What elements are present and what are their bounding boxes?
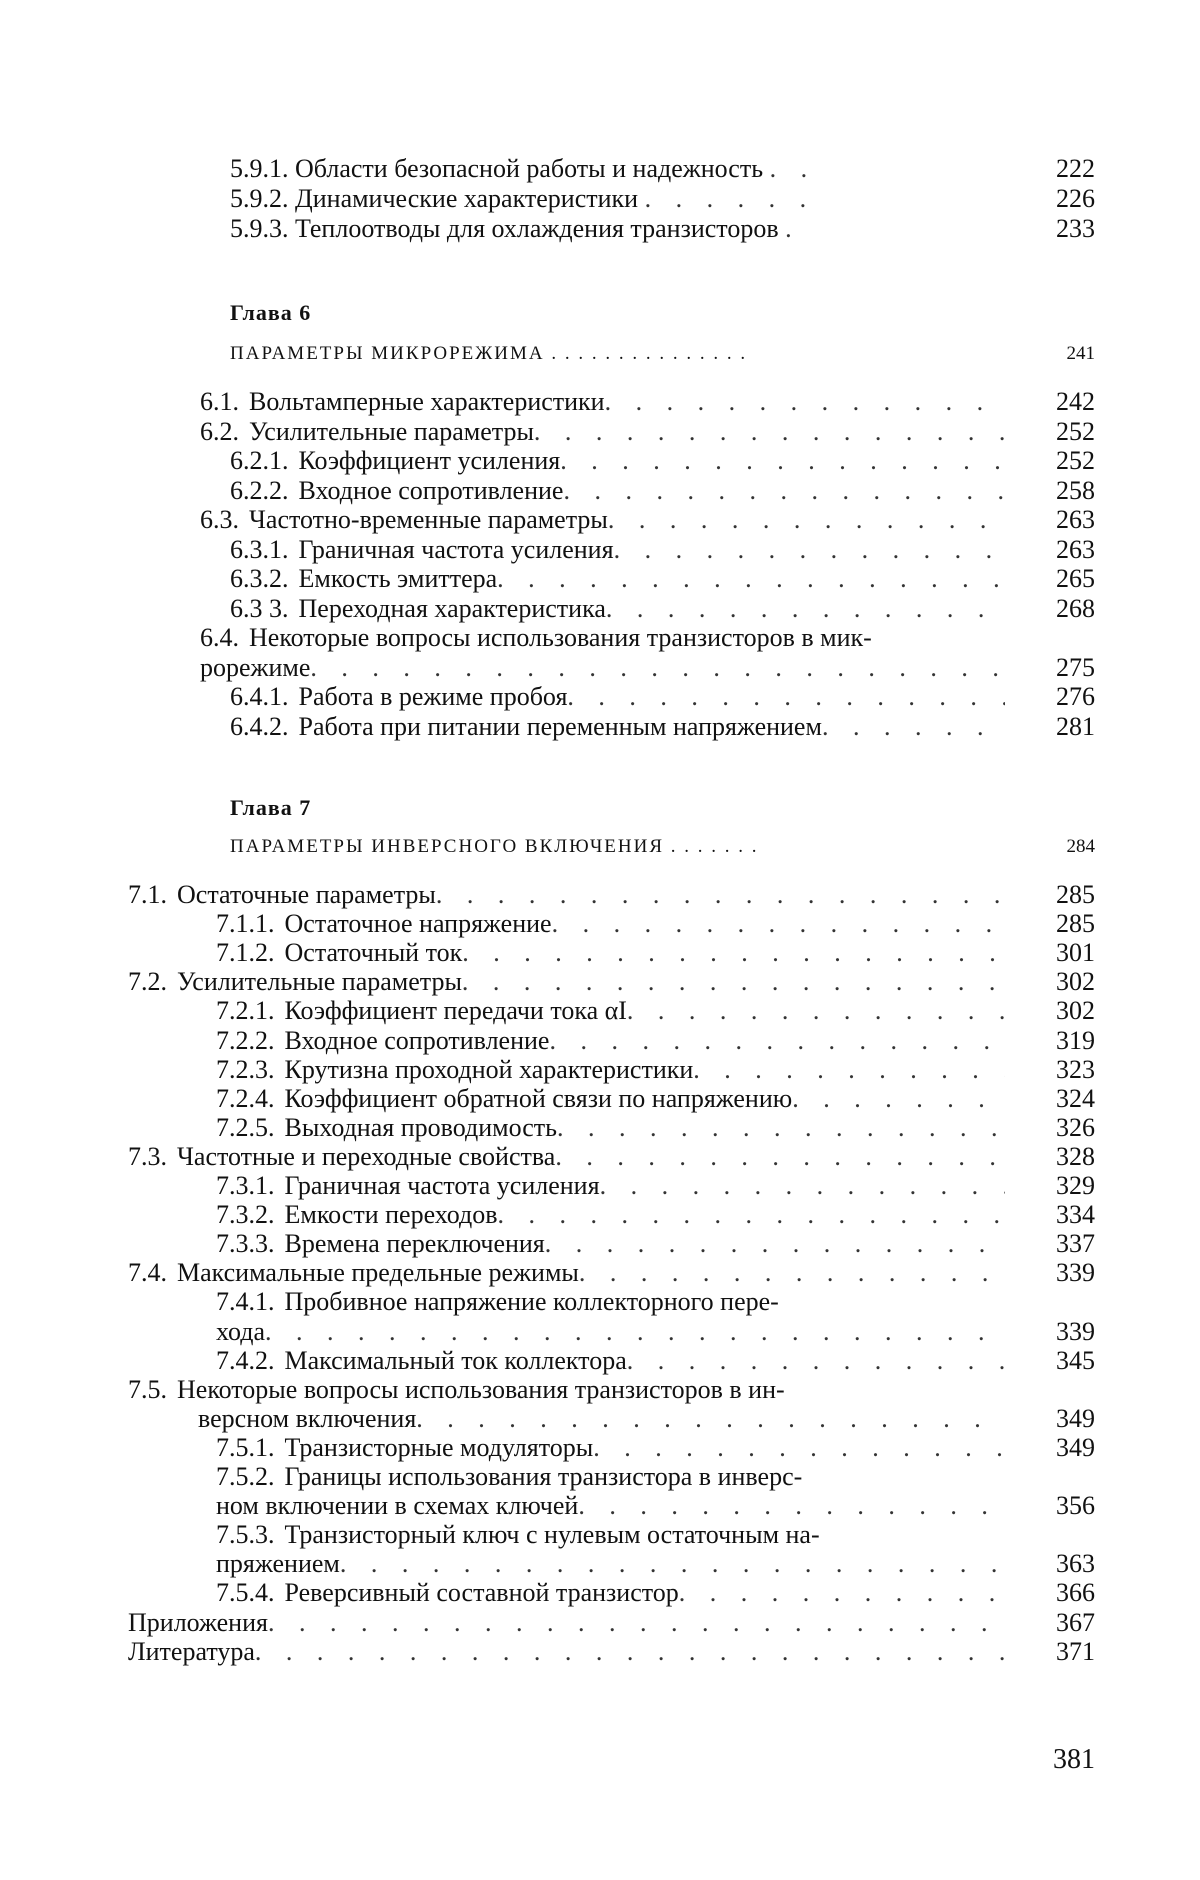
toc-entry [216,1229,1005,1259]
entry-title: Частотные и переходные свойства [177,1142,555,1171]
entry-page: 302 [1010,996,1095,1026]
entry-page: 263 [1010,505,1095,535]
leader-dots: . . . . . . . . . . . . . [608,505,1005,535]
leader-dots: . . . . . . . . . . . . . . [579,1258,1005,1288]
entry-title: Коэффициент передачи тока αI [285,996,627,1025]
leader-dots: . . . . . . . . . . . . . . [560,446,1005,476]
toc-entry [200,653,1005,683]
entry-title: Реверсивный составной транзистор [285,1578,679,1607]
leader-dots: . . . . . . . . . . . . . . . . [498,1200,1005,1230]
entry-page: 345 [1010,1346,1095,1376]
entry-page: 367 [1010,1608,1095,1638]
leader-dots: . . . . . . . . . . . . . . . . [497,564,1005,594]
chapter-page: 284 [1010,833,1095,861]
entry-page: 226 [1010,184,1095,214]
entry-number: 6.3.1. [230,535,289,565]
leader-dots: . [785,214,801,244]
toc-entry [230,214,1005,244]
toc-entry [216,1520,1005,1550]
toc-entry [216,938,1005,968]
leader-dots: . . . . . . . . . . . . . . . . . . [462,938,1005,968]
entry-page: 324 [1010,1084,1095,1114]
entry-page: 252 [1010,417,1095,447]
entry-number: 7.5.2. [216,1462,275,1492]
leader-dots: . . . . . . . . . . . . . . . [545,343,748,364]
leader-dots: . . . . . . . . . . . . . . . . . . . . . . [310,653,1005,683]
toc-entry [230,564,1005,594]
entry-title: Крутизна проходной характеристики [285,1055,694,1084]
entry-page: 302 [1010,967,1095,997]
leader-dots: . . . . . . . . . . . . . [600,1171,1005,1201]
entry-number: 5.9.1. [230,154,289,184]
leader-dots: . . . . . . . . . . . . . . . [534,417,1005,447]
entry-number: 7.2.1. [216,996,275,1026]
entry-number: 6.4. [200,623,239,653]
entry-title: Некоторые вопросы использования транзисторов в мик- [249,623,872,652]
entry-title: Усилительные параметры [177,967,462,996]
entry-page: 363 [1010,1549,1095,1579]
entry-number: 7.1.1. [216,909,275,939]
toc-entry [200,387,1005,417]
entry-title: Теплоотводы для охлаждения транзисторов [295,214,779,243]
toc-entry [216,909,1005,939]
toc-entry [128,1637,1005,1667]
leader-dots: . . . . . . . . . . . . . [593,1433,1005,1463]
leader-dots: . . . . . . . [664,836,759,857]
entry-number: 5.9.3. [230,214,289,244]
entry-number: 7.2.5. [216,1113,275,1143]
entry-number: 7.1. [128,880,167,910]
entry-page: 366 [1010,1578,1095,1608]
entry-number: 6.4.1. [230,682,289,712]
toc-entry [216,1113,1005,1143]
leader-dots: . . . . . . . . . . . . . . [567,682,1005,712]
toc-entry [216,1171,1005,1201]
entry-title: Транзисторный ключ с нулевым остаточным на- [285,1520,820,1549]
entry-title: рорежиме [200,653,310,682]
leader-dots: . . . . . . . . . . . . . . . [552,909,1005,939]
entry-number: 7.3. [128,1142,167,1172]
entry-page: 258 [1010,476,1095,506]
chapter-label: Глава 7 [230,795,311,821]
entry-number: 6.3. [200,505,239,535]
toc-entry [128,1608,1005,1638]
entry-number: 7.3.3. [216,1229,275,1259]
leader-dots: . . . . . . . . . . . . . . . . . . . [416,1404,1005,1434]
entry-page: 319 [1010,1026,1095,1056]
leader-dots: . . . . . . . . . . . . . . . . . . [462,967,1005,997]
entry-number: 7.1.2. [216,938,275,968]
toc-entry [200,505,1005,535]
entry-title: Работа в режиме пробоя [299,682,568,711]
entry-title: Коэффициент обратной связи по напряжению [285,1084,793,1113]
toc-entry [200,623,1005,653]
entry-title: Остаточные параметры [177,880,436,909]
leader-dots: . . . . . . . . . . . . . . . . . . . . . . . . [268,1608,1005,1638]
entry-title: Остаточный ток [285,938,463,967]
toc-entry [216,1491,1005,1521]
entry-page: 339 [1010,1258,1095,1288]
toc-entry [128,1142,1005,1172]
entry-number: 6.4.2. [230,712,289,742]
entry-title: Выходная проводимость [285,1113,557,1142]
leader-dots: . . . . . . . . . . . . . . . . . . . . . . [340,1549,1005,1579]
entry-title: Литература [128,1637,255,1666]
entry-title: пряжением [216,1549,340,1578]
entry-title: Частотно-временные параметры [249,505,608,534]
toc-entry [230,535,1005,565]
toc-entry [216,1317,1005,1347]
toc-entry [128,1258,1005,1288]
entry-page: 252 [1010,446,1095,476]
entry-page: 349 [1010,1404,1095,1434]
leader-dots: . . . . . . . . . . . . . . . . . . . . . . . . [265,1317,1005,1347]
entry-page: 276 [1010,682,1095,712]
chapter-title [230,340,1005,368]
toc-entry [216,996,1005,1026]
chapter-title [230,833,1005,861]
entry-title: Емкости переходов [285,1200,498,1229]
entry-title: Приложения [128,1608,268,1637]
leader-dots: . . . . . . . . . . . . . . . [555,1142,1005,1172]
entry-number: 7.3.2. [216,1200,275,1230]
toc-entry [230,184,1005,214]
leader-dots: . . . . . . . . . . . . . . . [545,1229,1005,1259]
leader-dots: . . . . . . . . . . . . [627,1346,1005,1376]
entry-page: 285 [1010,880,1095,910]
page-number: 381 [1010,1744,1095,1776]
entry-number: 7.4. [128,1258,167,1288]
entry-number: 7.5.1. [216,1433,275,1463]
entry-page: 301 [1010,938,1095,968]
entry-page: 326 [1010,1113,1095,1143]
entry-number: 6.3.2. [230,564,289,594]
chapter-title-text: ПАРАМЕТРЫ ИНВЕРСНОГО ВКЛЮЧЕНИЯ [230,836,664,857]
leader-dots: . . . . . . . . . . . . . . . [549,1026,1005,1056]
leader-dots: . . . . . . . . . . . . [627,996,1005,1026]
entry-number: 7.4.1. [216,1287,275,1317]
entry-title: Транзисторные модуляторы [285,1433,594,1462]
entry-title: версном включения [198,1404,416,1433]
entry-number: 7.3.1. [216,1171,275,1201]
entry-page: 328 [1010,1142,1095,1172]
entry-page: 285 [1010,909,1095,939]
entry-title: Области безопасной работы и надежность [295,154,763,183]
entry-number: 6.2.2. [230,476,289,506]
toc-entry [216,1084,1005,1114]
entry-title: Пробивное напряжение коллекторного пере- [285,1287,779,1316]
leader-dots: . . . . . . . . . . . . . [606,594,1005,624]
entry-title: Граничная частота усиления [299,535,614,564]
toc-entry [216,1433,1005,1463]
entry-page: 281 [1010,712,1095,742]
toc-entry [230,446,1005,476]
entry-number: 7.2.2. [216,1026,275,1056]
entry-title: Максимальный ток коллектора [285,1346,627,1375]
toc-entry [230,154,1005,184]
entry-title: Коэффициент усиления [299,446,561,475]
entry-number: 7.5. [128,1375,167,1405]
entry-number: 6.2. [200,417,239,447]
entry-title: Некоторые вопросы использования транзисторов в ин- [177,1375,785,1404]
entry-title: Переходная характеристика [299,594,606,623]
toc-entry [128,880,1005,910]
chapter-label: Глава 6 [230,300,311,326]
leader-dots: . . . . . . [822,712,1005,742]
chapter-page: 241 [1010,340,1095,368]
entry-page: 268 [1010,594,1095,624]
entry-page: 265 [1010,564,1095,594]
entry-page: 349 [1010,1433,1095,1463]
entry-page: 323 [1010,1055,1095,1085]
leader-dots: . . . . . . . . . . . [679,1578,1005,1608]
entry-title: Вольтамперные характеристики [249,387,605,416]
entry-page: 334 [1010,1200,1095,1230]
entry-page: 233 [1010,214,1095,244]
entry-number: 7.2. [128,967,167,997]
entry-number: 6.2.1. [230,446,289,476]
entry-number: 7.2.3. [216,1055,275,1085]
entry-number: 6.3 3. [230,594,289,624]
leader-dots: . . . . . . . . . . . . . . . . . . . . . . . . [255,1637,1005,1667]
leader-dots: . . . . . . . . . . . . . . [578,1491,1005,1521]
leader-dots: . . . . . . . . . . . . . [614,535,1005,565]
entry-title: Входное сопротивление [299,476,564,505]
leader-dots: . . . . . . . . . . [693,1055,1005,1085]
toc-entry [128,967,1005,997]
toc-entry [128,1375,1005,1405]
entry-page: 242 [1010,387,1095,417]
leader-dots: . . . . . . [645,184,816,214]
entry-page: 275 [1010,653,1095,683]
toc-entry [216,1462,1005,1492]
leader-dots: . . . . . . . . . . . . . . . [557,1113,1005,1143]
entry-title: Динамические характеристики [295,184,638,213]
entry-title: Максимальные предельные режимы [177,1258,579,1287]
toc-entry [216,1026,1005,1056]
toc-entry [216,1346,1005,1376]
leader-dots: . . [770,154,817,184]
entry-page: 339 [1010,1317,1095,1347]
entry-title: Входное сопротивление [285,1026,550,1055]
entry-page: 222 [1010,154,1095,184]
toc-entry [230,594,1005,624]
entry-page: 356 [1010,1491,1095,1521]
leader-dots: . . . . . . . . . . . . . . . . . . [436,880,1005,910]
toc-entry [216,1549,1005,1579]
chapter-title-text: ПАРАМЕТРЫ МИКРОРЕЖИМА [230,343,545,364]
entry-title: ном включении в схемах ключей [216,1491,578,1520]
toc-entry [216,1287,1005,1317]
entry-number: 5.9.2. [230,184,289,214]
toc-page [0,0,1200,1880]
entry-page: 337 [1010,1229,1095,1259]
entry-title: Остаточное напряжение [285,909,552,938]
entry-title: Работа при питании переменным напряжением [299,712,822,741]
entry-page: 263 [1010,535,1095,565]
toc-entry [216,1200,1005,1230]
toc-entry [198,1404,1005,1434]
entry-number: 7.4.2. [216,1346,275,1376]
toc-entry [216,1055,1005,1085]
entry-page: 329 [1010,1171,1095,1201]
toc-entry [230,682,1005,712]
leader-dots: . . . . . . . [792,1084,1005,1114]
entry-number: 7.5.3. [216,1520,275,1550]
entry-number: 7.5.4. [216,1578,275,1608]
entry-title: хода [216,1317,265,1346]
entry-page: 371 [1010,1637,1095,1667]
entry-title: Граничная частота усиления [285,1171,600,1200]
leader-dots: . . . . . . . . . . . . . . [563,476,1005,506]
toc-entry [200,417,1005,447]
entry-title: Емкость эмиттера [299,564,498,593]
toc-entry [230,476,1005,506]
entry-number: 6.1. [200,387,239,417]
leader-dots: . . . . . . . . . . . . . [605,387,1005,417]
toc-entry [230,712,1005,742]
toc-entry [216,1578,1005,1608]
entry-title: Времена переключения [285,1229,545,1258]
entry-title: Границы использования транзистора в инверс- [285,1462,803,1491]
entry-number: 7.2.4. [216,1084,275,1114]
entry-title: Усилительные параметры [249,417,534,446]
